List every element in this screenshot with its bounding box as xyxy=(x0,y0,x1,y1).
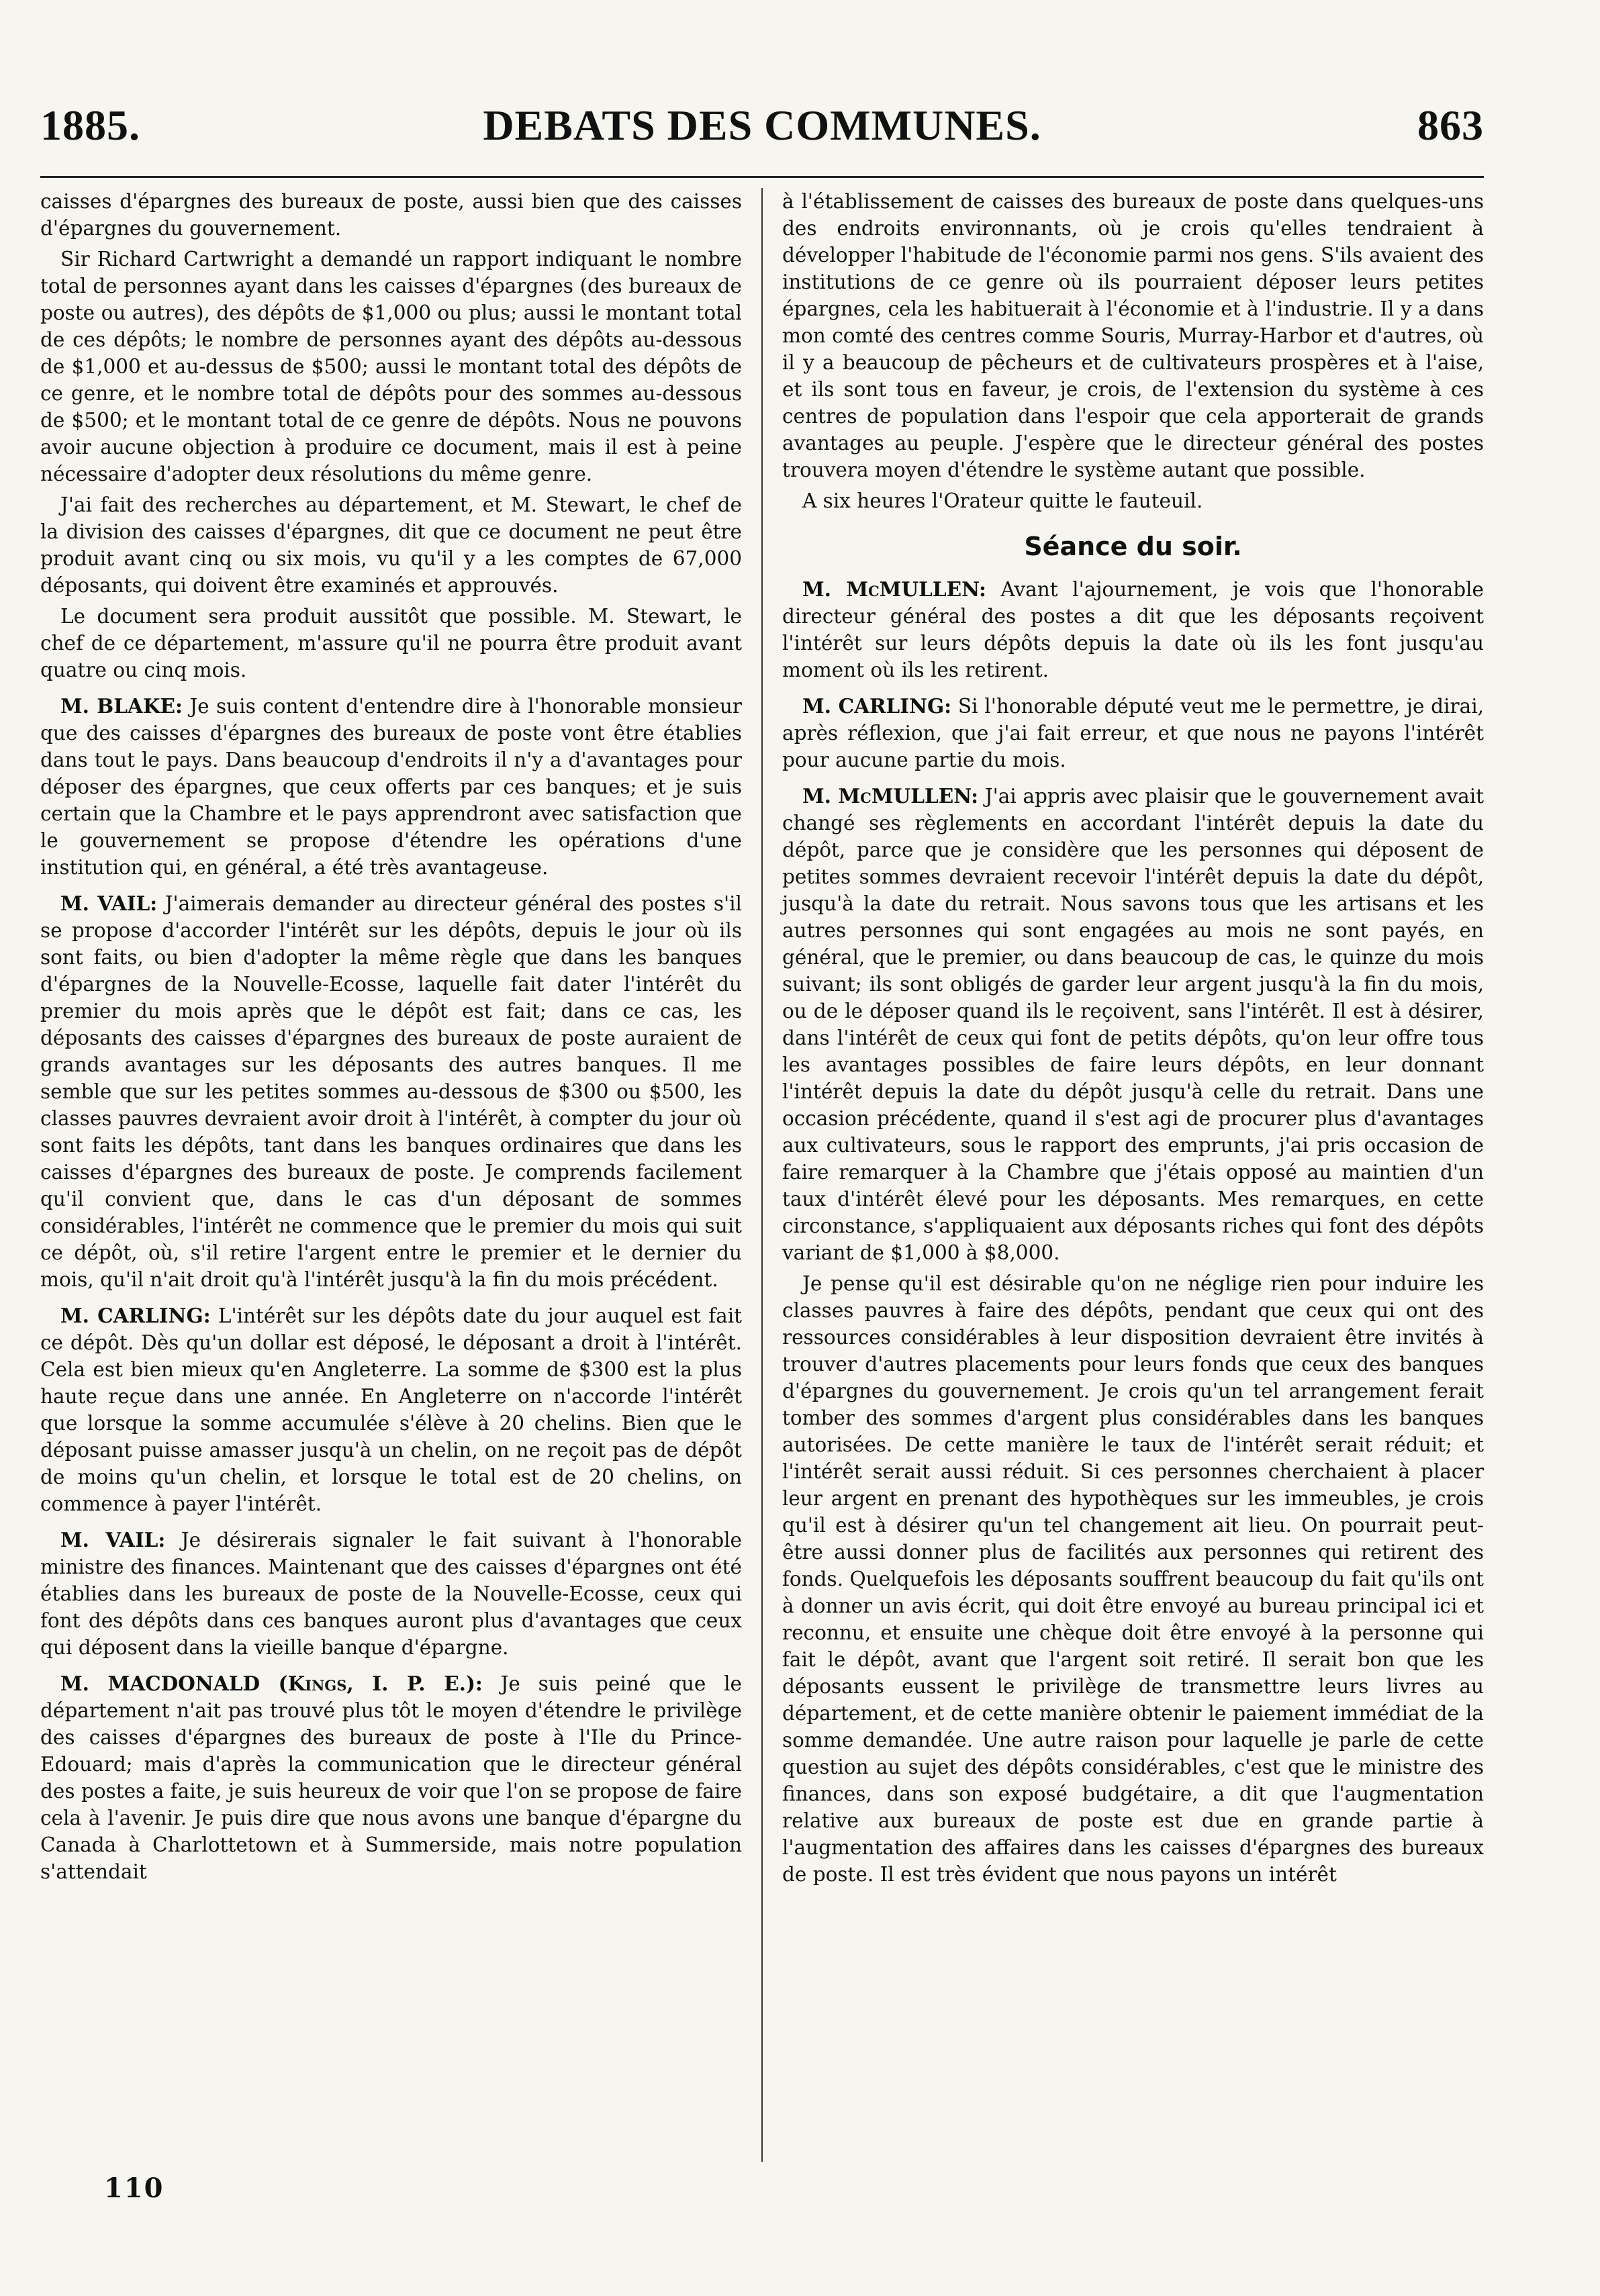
paragraph-text: Le document sera produit aussitôt que possible. M. Stewart, le chef de ce département, m'assure qu'il ne pourra être produit avant quatre ou cinq mois. xyxy=(40,605,742,681)
page-number: 863 xyxy=(1417,101,1484,149)
page-header xyxy=(40,101,1484,168)
paragraph-text: caisses d'épargnes des bureaux de poste, aussi bien que des caisses d'épargnes du gouvernement. xyxy=(40,190,742,240)
paragraph xyxy=(782,693,1484,773)
paragraph-text: Sir Richard Cartwright a demandé un rapport indiquant le nombre total de personnes ayant dans les caisses d'épargnes (des bureaux de poste ou autres), des dépôts de $1,000 ou plus; aussi le montant total de ces dépôts; le nombre de personnes ayant des dépôts au-dessous de $1,000 et au-dessus de $500; aussi le montant total des dépôts de ce genre, et le nombre total de dépôts pour des sommes au-dessous de $500; et le montant total de ce genre de dépôts. Nous ne pouvons avoir aucune objection à produire ce document, mais il est à peine nécessaire d'adopter deux résolutions du même genre. xyxy=(40,248,742,485)
paragraph xyxy=(40,603,742,683)
paragraph-text: Avant l'ajournement, je vois que l'honorable directeur général des postes a dit que les déposants reçoivent l'intérêt sur leurs dépôts depuis la date où ils les font jusqu'au moment où ils les retirent. xyxy=(782,578,1484,681)
paragraph-text: J'aimerais demander au directeur général des postes s'il se propose d'accorder l'intérêt sur les dépôts, depuis le jour où ils sont faits, ou bien d'adopter la même règle que dans les banques d'épargnes de la Nouvelle-Ecosse, laquelle fait dater l'intérêt du premier du mois après que le dépôt est fait; dans ce cas, les déposants des caisses d'épargnes des bureaux de poste auraient de grands avantages sur les déposants des autres banques. Il me semble que sur les petites sommes au-dessous de $300 ou $500, les classes pauvres devraient avoir droit à l'intérêt, à compter du jour où sont faits les dépôts, tant dans les banques ordinaires que dans les caisses d'épargnes des bureaux de poste. Je comprends facilement qu'il convient que, dans le cas d'un déposant de sommes considérables, l'intérêt ne commence que le premier du mois qui suit ce dépôt, où, s'il retire l'argent entre le premier et le dernier du mois, qu'il n'ait droit qu'à l'intérêt jusqu'à la fin du mois précédent. xyxy=(40,892,742,1291)
left-column xyxy=(40,188,742,2168)
paragraph-text: Je suis peiné que le département n'ait pas trouvé plus tôt le moyen d'étendre le privilège des caisses d'épargnes des bureaux de poste à l'Ile du Prince-Edouard; mais d'après la communication que le directeur général des postes a faite, je suis heureux de voir que l'on se propose de faire cela à l'avenir. Je puis dire que nous avons une banque d'épargne du Canada à Charlottetown et à Summerside, mais notre population s'attendait xyxy=(40,1672,742,1883)
right-column xyxy=(782,188,1484,2168)
speaker-name: M. BLAKE: xyxy=(60,694,183,718)
paragraph xyxy=(782,487,1484,514)
speaker-name: M. McMULLEN: xyxy=(802,784,979,808)
speaker-name: M. VAIL: xyxy=(60,1528,166,1551)
year: 1885. xyxy=(40,101,140,149)
paragraph-text: L'intérêt sur les dépôts date du jour auquel est fait ce dépôt. Dès qu'un dollar est déposé, le déposant a droit à l'intérêt. Cela est bien mieux qu'en Angleterre. La somme de $300 est la plus haute reçue dans une année. En Angleterre on n'accorde l'intérêt que lorsque la somme accumulée s'élève à 20 chelins. Bien que le déposant puisse amasser jusqu'à un chelin, on ne reçoit pas de dépôt de moins qu'un chelin, et lorsque le total est de 20 chelins, on commence à payer l'intérêt. xyxy=(40,1304,742,1515)
right-column-bottom xyxy=(782,576,1484,1888)
paragraph xyxy=(782,783,1484,1266)
paragraph xyxy=(40,491,742,599)
paragraph-text: Si l'honorable député veut me le permettre, je dirai, après réflexion, que j'ai fait erreur, et que nous ne payons l'intérêt pour aucune partie du mois. xyxy=(782,695,1485,771)
paragraph xyxy=(40,693,742,881)
paragraph-text: A six heures l'Orateur quitte le fauteuil. xyxy=(802,489,1203,512)
paragraph-text: Je pense qu'il est désirable qu'on ne néglige rien pour induire les classes pauvres à faire des dépôts, pendant que ceux qui ont des ressources considérables à leur disposition devraient être invités à trouver d'autres placements pour leurs fonds que ceux des banques d'épargnes du gouvernement. Je crois qu'un tel arrangement ferait tomber des sommes d'argent plus considérables dans les banques autorisées. De cette manière le taux de l'intérêt serait réduit; et l'intérêt serait aussi réduit. Si ces personnes cherchaient à placer leur argent en prenant des hypothèques sur les immeubles, je crois qu'il est à désirer qu'un tel changement ait lieu. On pourrait peut-être aussi donner plus de facilités aux personnes qui retirent des fonds. Quelquefois les déposants souffrent beaucoup du fait qu'ils ont à donner un avis écrit, qui doit être envoyé au bureau principal ici et reconnu, et ensuite une chèque doit être envoyé à la personne qui fait le dépôt, avant que l'argent soit retiré. Il serait bon que les déposants eussent le privilège de transmettre leurs livres au département, et de cette manière obtenir le paiement immédiat de la somme demandée. Une autre raison pour laquelle je parle de cette question au sujet des dépôts considérables, c'est que le ministre des finances, dans son exposé budgétaire, a dit que l'augmentation relative aux bureaux de poste est due en grande partie à l'augmentation des affaires dans les caisses d'épargnes des bureaux de poste. Il est très évident que nous payons un intérêt xyxy=(782,1272,1484,1886)
section-title: Séance du soir. xyxy=(1024,532,1242,561)
speaker-name: M. CARLING: xyxy=(60,1304,211,1327)
paragraph xyxy=(40,1670,742,1885)
paragraph-text: Je désirerais signaler le fait suivant à l'honorable ministre des finances. Maintenant que des caisses d'épargnes ont été établies dans les bureaux de poste de la Nouvelle-Ecosse, ceux qui font des dépôts dans ces banques auront plus d'avantages que ceux qui déposent dans la vieille banque d'épargne. xyxy=(40,1529,742,1659)
speaker-name: M. MACDONALD (Kings, I. P. E.): xyxy=(60,1672,483,1695)
speaker-name: M. McMULLEN: xyxy=(802,577,986,601)
paragraph xyxy=(40,890,742,1293)
paragraph xyxy=(40,246,742,487)
paragraph-text: J'ai appris avec plaisir que le gouvernement avait changé ses règlements en accordant l'intérêt depuis la date du dépôt, parce que je considère que les personnes qui déposent de petites sommes devraient recevoir l'intérêt depuis la date du dépôt, jusqu'à la date du retrait. Nous savons tous que les artisans et les autres personnes qui sont engagées au mois ne sont payés, en général, que le premier, ou dans beaucoup de cas, le quinze du mois suivant; ils sont obligés de garder leur argent jusqu'à la fin du mois, ou de le déposer quand ils le reçoivent, sans l'intérêt. Il est à désirer, dans l'intérêt de ceux qui font de petits dépôts, qu'on leur offre tous les avantages possibles de faire leurs dépôts, en leur donnant l'intérêt depuis la date du dépôt jusqu'à celle du retrait. Dans une occasion précédente, quand il s'est agi de procurer plus d'avantages aux cultivateurs, sous le rapport des emprunts, j'ai pris occasion de faire remarquer à la Chambre que j'étais opposé au maintien d'un taux d'intérêt élevé pour les déposants. Mes remarques, en cette circonstance, s'appliquaient aux déposants riches qui font des dépôts variant de $1,000 à $8,000. xyxy=(782,785,1484,1264)
column-divider xyxy=(761,188,763,2162)
header-rule xyxy=(40,176,1484,178)
paragraph-text: J'ai fait des recherches au département, et M. Stewart, le chef de la division des caisses d'épargnes, dit que ce document ne peut être produit avant cinq ou six mois, vu qu'il y a les comptes de 67,000 déposants, qui doivent être examinés et approuvés. xyxy=(40,493,742,597)
paragraph xyxy=(40,1527,742,1661)
speaker-name: M. VAIL: xyxy=(60,892,158,915)
paragraph-text: à l'établissement de caisses des bureaux de poste dans quelques-uns des endroits environnants, où je crois qu'elles tendraient à développer l'habitude de l'économie parmi nos gens. S'ils avaient des institutions de ce genre où ils pourraient déposer leurs petites épargnes, cela les habituerait à l'économie et à l'industrie. Il y a dans mon comté des centres comme Souris, Murray-Harbor et d'autres, où il y a beaucoup de pêcheurs et de cultivateurs prospères et à l'aise, et ils sont tous en faveur, je crois, de l'extension du système à ces centres de population dans l'espoir que cela apporterait de grands avantages au peuple. J'espère que le directeur général des postes trouvera moyen d'étendre le système autant que possible. xyxy=(782,190,1484,481)
journal-title: DEBATS DES COMMUNES. xyxy=(483,101,1041,149)
paragraph-text: Je suis content d'entendre dire à l'honorable monsieur que des caisses d'épargnes des bureaux de poste vont être établies dans tout le pays. Dans beaucoup d'endroits il n'y a d'avantages pour déposer des épargnes, que ceux offerts par ces banques; et je suis certain que la Chambre et le pays apprendront avec satisfaction que le gouvernement se propose d'étendre les opérations d'une institution qui, en général, a été très avantageuse. xyxy=(40,695,742,879)
right-column-top xyxy=(782,188,1484,514)
paragraph xyxy=(782,576,1484,683)
signature-mark: 110 xyxy=(104,2172,164,2204)
paragraph xyxy=(782,1270,1484,1888)
paragraph xyxy=(782,188,1484,483)
body-columns xyxy=(40,188,1484,2168)
speaker-name: M. CARLING: xyxy=(802,694,952,718)
paragraph xyxy=(40,188,742,242)
paragraph xyxy=(40,1302,742,1517)
